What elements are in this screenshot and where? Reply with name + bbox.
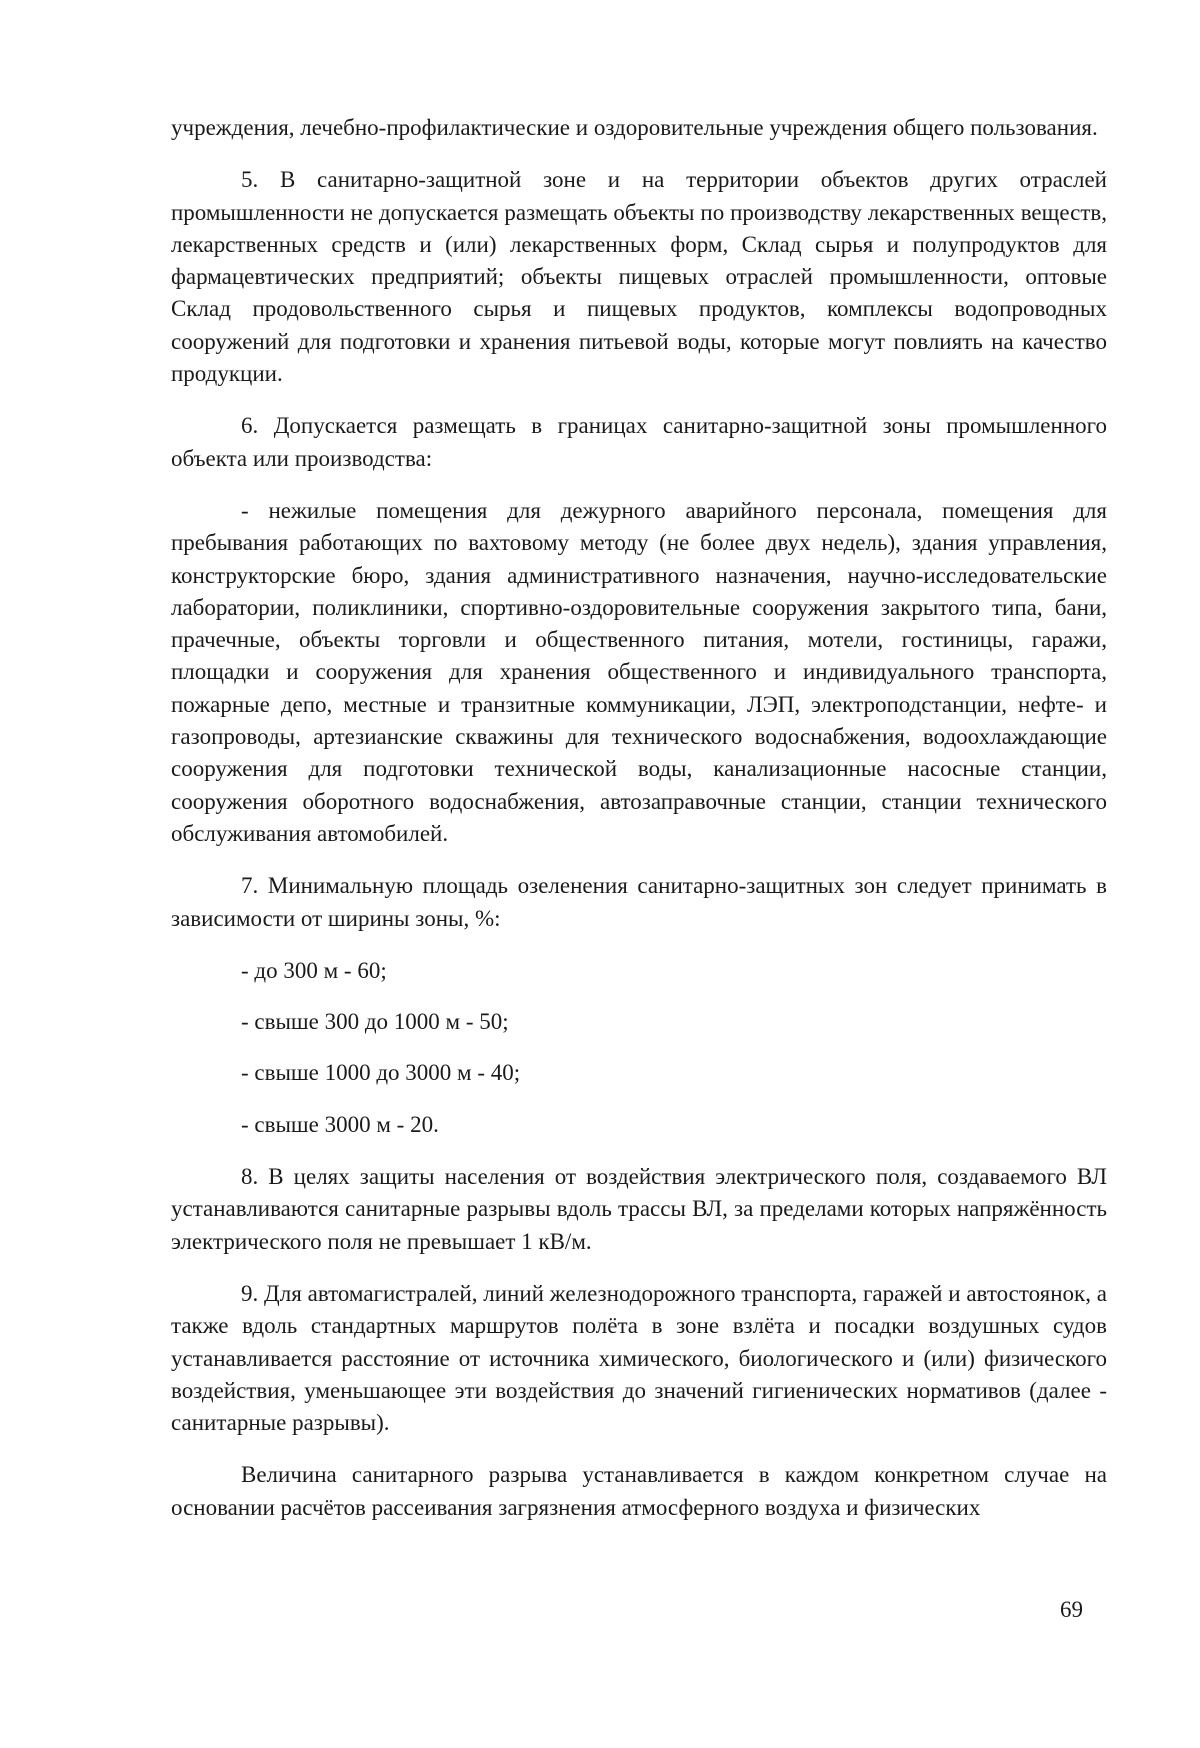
paragraph-item-8: 8. В целях защиты населения от воздействия электрического поля, создаваемого ВЛ устанавливаются санитарные разрывы вдоль трассы ВЛ, за пределами которых напряжённость электрического поля не превышает 1 кВ/м. bbox=[171, 1164, 1107, 1254]
paragraph-item-5: 5. В санитарно-защитной зоне и на территории объектов других отраслей промышленности не допускается размещать объекты по производству лекарственных веществ, лекарственных средств и (или) лекарственных форм, Склад сырья и полупродуктов для фармацевтических предприятий; объекты пищевых отраслей промышленности, оптовые Склад продовольственного сырья и пищевых продуктов, комплексы водопроводных сооружений для подготовки и хранения питьевой воды, которые могут повлиять на качество продукции. bbox=[171, 167, 1107, 387]
document-body bbox=[171, 112, 1107, 1524]
paragraph-item-6: 6. Допускается размещать в границах санитарно-защитной зоны промышленного объекта или производства: bbox=[171, 413, 1107, 471]
paragraph-item-9: 9. Для автомагистралей, линий железнодорожного транспорта, гаражей и автостоянок, а также вдоль стандартных маршрутов полёта в зоне взлёта и посадки воздушных судов устанавливается расстояние от источника химического, биологического и (или) физического воздействия, уменьшающее эти воздействия до значений гигиенических нормативов (далее - санитарные разрывы). bbox=[171, 1280, 1107, 1436]
paragraph-item-6-list: - нежилые помещения для дежурного аварийного персонала, помещения для пребывания работающих по вахтовому методу (не более двух недель), здания управления, конструкторские бюро, здания административного назначения, научно-исследовательские лаборатории, поликлиники, спортивно-оздоровительные сооружения закрытого типа, бани, прачечные, объекты торговли и общественного питания, мотели, гостиницы, гаражи, площадки и сооружения для хранения общественного и индивидуального транспорта, пожарные депо, местные и транзитные коммуникации, ЛЭП, электроподстанции, нефте- и газопроводы, артезианские скважины для технического водоснабжения, водоохлаждающие сооружения для подготовки технической воды, канализационные насосные станции, сооружения оборотного водоснабжения, автозаправочные станции, станции технического обслуживания автомобилей. bbox=[171, 497, 1107, 846]
list-item: - до 300 м - 60; bbox=[241, 957, 387, 983]
green-area-list bbox=[171, 955, 1107, 1141]
list-item: - свыше 1000 до 3000 м - 40; bbox=[241, 1060, 521, 1086]
page-number: 69 bbox=[1060, 1597, 1083, 1622]
paragraph-final: Величина санитарного разрыва устанавливается в каждом конкретном случае на основании расчётов рассеивания загрязнения атмосферного воздуха и физических bbox=[171, 1462, 1107, 1520]
paragraph-item-7: 7. Минимальную площадь озеленения санитарно-защитных зон следует принимать в зависимости от ширины зоны, %: bbox=[171, 873, 1107, 931]
list-item: - свыше 300 до 1000 м - 50; bbox=[241, 1009, 509, 1035]
paragraph-continuation: учреждения, лечебно-профилактические и оздоровительные учреждения общего пользования. bbox=[171, 115, 1098, 140]
list-item: - свыше 3000 м - 20. bbox=[241, 1111, 439, 1137]
